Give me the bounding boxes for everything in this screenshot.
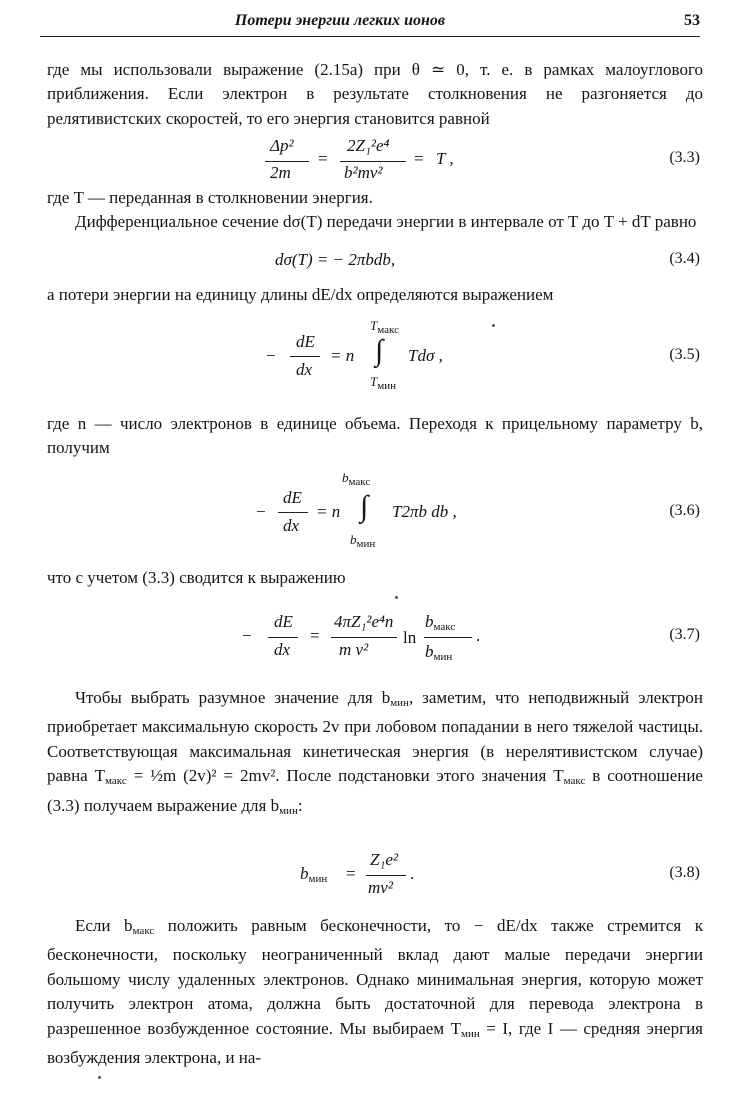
eq37-equals: = bbox=[310, 626, 320, 645]
equation-3-7 bbox=[0, 608, 740, 670]
eq37-ln: ln bbox=[403, 628, 417, 647]
paragraph-3: Дифференциальное сечение dσ(T) передачи энергии в интервале от T до T + dT равно bbox=[75, 212, 697, 231]
eq33-rhs-T: T , bbox=[436, 149, 454, 168]
eq37-numerator-3: $b_{макс}$ bbox=[425, 612, 456, 633]
print-speck bbox=[492, 324, 495, 327]
eq38-number: (3.8) bbox=[669, 864, 700, 881]
eq36-lower-limit: $b_{мин}$ bbox=[350, 532, 376, 550]
eq33-frac-bar-2 bbox=[340, 161, 406, 162]
eq33-frac-bar-1 bbox=[265, 161, 309, 162]
eq38-numerator: Z₁e² bbox=[370, 850, 399, 869]
eq33-lhs-numerator: Δp² bbox=[270, 136, 294, 155]
paragraph-6: что с учетом (3.3) сводится к выражению bbox=[47, 568, 346, 587]
eq34-number: (3.4) bbox=[669, 250, 700, 267]
integral-sign: ∫ bbox=[375, 334, 384, 367]
eq36-equals-n: = n bbox=[316, 502, 341, 521]
eq37-numerator-2: 4πZ₁²e⁴n bbox=[334, 612, 394, 631]
eq33-equals-2: = bbox=[414, 149, 424, 168]
eq37-denominator-3: $b_{мин}$ bbox=[425, 642, 453, 663]
paragraph-8: Если $b_{макс}$ положить равным бесконечности, то − dE/dx также стремится к бесконечности, поскольку неограниченный вклад дают малые передачи энергии большому числу удаленных электронов. Однако минимальная энергия, которую может получить электрон атома, должна быть достаточной для перевода электрона в разрешенное возбужденное состояние. Мы выбираем $T_{мин} = I$, где I — средняя энергия возбуждения электрона, и на- bbox=[47, 916, 704, 1068]
running-title: Потери энергии легких ионов bbox=[234, 12, 446, 29]
paragraph-2: где T — переданная в столкновении энергия. bbox=[47, 188, 373, 207]
eq35-frac-bar bbox=[290, 356, 320, 357]
equation-3-5 bbox=[0, 318, 740, 398]
equation-3-3 bbox=[0, 136, 740, 182]
eq37-frac-bar-2 bbox=[331, 637, 397, 638]
paragraph-5: где n — число электронов в единице объема. Переходя к прицельному параметру b, получим bbox=[47, 414, 703, 458]
eq35-minus: − bbox=[266, 346, 276, 365]
eq36-upper-limit: $b_{макс}$ bbox=[342, 470, 371, 488]
eq37-minus: − bbox=[242, 626, 252, 645]
eq37-frac-bar-3 bbox=[424, 637, 472, 638]
running-header bbox=[40, 10, 700, 37]
eq35-number: (3.5) bbox=[669, 346, 700, 363]
eq35-lower-limit: $T_{мин}$ bbox=[370, 374, 396, 392]
integral-sign: ∫ bbox=[360, 490, 369, 523]
eq33-rhs-denominator: b²mv² bbox=[344, 163, 383, 182]
eq37-denominator-1: dx bbox=[274, 640, 291, 659]
eq35-numerator: dE bbox=[296, 332, 315, 351]
page-number: 53 bbox=[684, 12, 700, 29]
eq35-integrand: Tdσ , bbox=[408, 346, 443, 365]
eq33-rhs-numerator: 2Z₁²e⁴ bbox=[347, 136, 390, 155]
eq35-upper-limit: $T_{макс}$ bbox=[370, 318, 399, 336]
eq36-frac-bar bbox=[278, 512, 308, 513]
print-speck bbox=[395, 596, 398, 599]
print-speck bbox=[98, 1076, 101, 1079]
eq33-number: (3.3) bbox=[669, 149, 700, 166]
eq36-denominator: dx bbox=[283, 516, 300, 535]
eq38-period: . bbox=[410, 864, 415, 883]
eq37-number: (3.7) bbox=[669, 626, 700, 643]
paragraph-1: где мы использовали выражение (2.15а) при θ ≃ 0, т. е. в рамках малоуглового приближения. Если электрон в результате столкновения не разгоняется до релятивистских скоростей, то его энергия становится равной bbox=[47, 60, 703, 128]
eq38-lhs: $b_{мин}$ bbox=[300, 864, 328, 885]
eq33-equals-1: = bbox=[318, 149, 328, 168]
equation-3-6 bbox=[0, 470, 740, 554]
paragraph-4: а потери энергии на единицу длины dE/dx определяются выражением bbox=[47, 285, 554, 304]
eq33-lhs-denominator: 2m bbox=[270, 163, 291, 182]
eq38-denominator: mv² bbox=[368, 878, 393, 897]
eq35-equals-n: = n bbox=[330, 346, 355, 365]
eq37-denominator-2: m v² bbox=[339, 640, 369, 659]
eq35-denominator: dx bbox=[296, 360, 313, 379]
paragraph-7: Чтобы выбрать разумное значение для $b_{мин}$, заметим, что неподвижный электрон приобретает максимальную скорость 2v при лобовом попадании в него тяжелой частицы. Соответствующая максимальная кинетическая энергия (в нерелятивистском случае) равна $T_{макс}$ = ½m (2v)² = 2mv². После подстановки этого значения $T_{макс}$ в соотношение (3.3) получаем выражение для $b_{мин}$: bbox=[47, 688, 704, 817]
eq36-integrand: T2πb db , bbox=[392, 502, 457, 521]
eq38-frac-bar bbox=[366, 875, 406, 876]
eq34-body: dσ(T) = − 2πbdb, bbox=[275, 250, 396, 269]
equation-3-8 bbox=[0, 850, 740, 900]
eq36-number: (3.6) bbox=[669, 502, 700, 519]
eq37-numerator-1: dE bbox=[274, 612, 293, 631]
eq37-period: . bbox=[476, 626, 481, 645]
eq36-minus: − bbox=[256, 502, 266, 521]
eq36-numerator: dE bbox=[283, 488, 302, 507]
eq38-equals: = bbox=[346, 864, 356, 883]
eq37-frac-bar-1 bbox=[268, 637, 298, 638]
